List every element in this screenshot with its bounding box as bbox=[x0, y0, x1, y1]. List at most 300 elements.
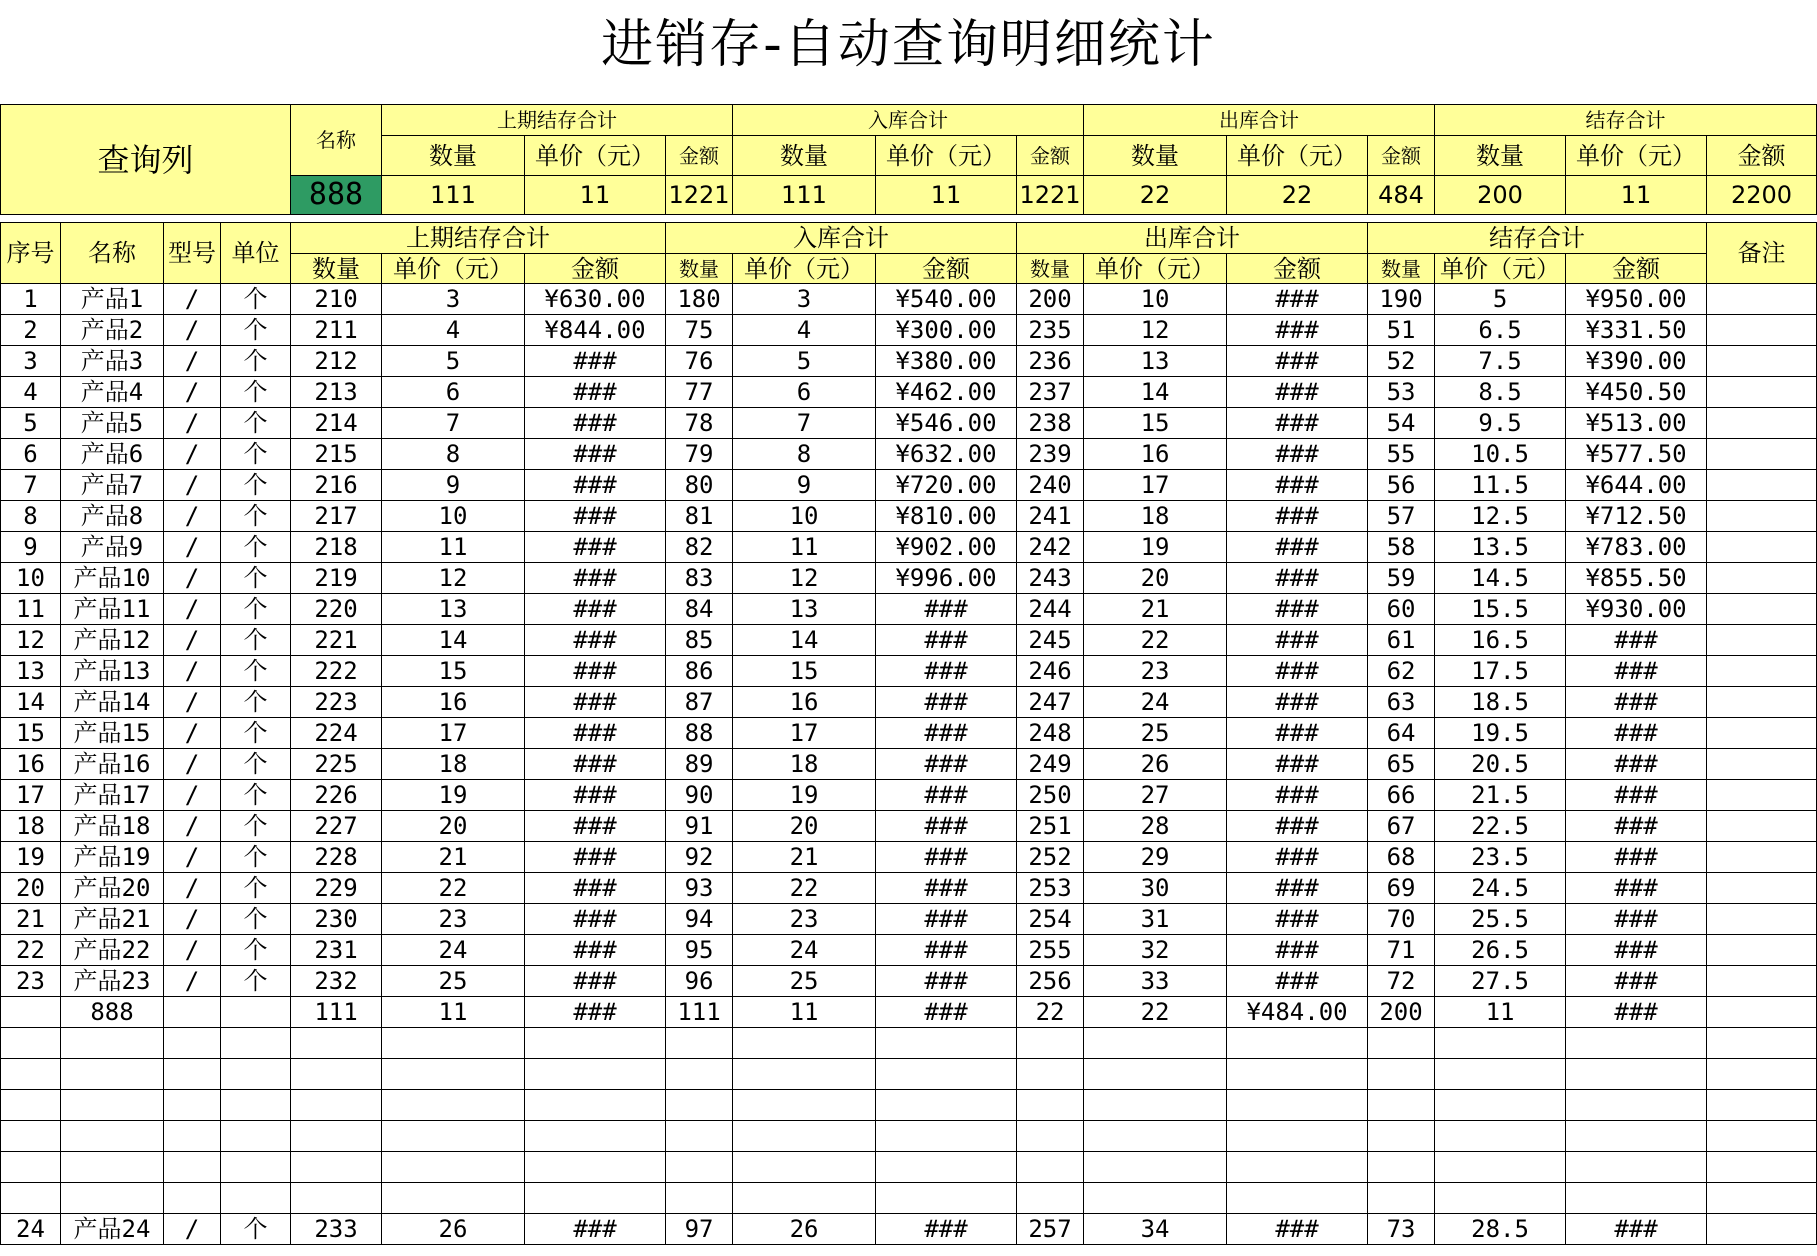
cell-prev-amount[interactable]: ### bbox=[525, 904, 666, 935]
cell-out-price[interactable]: 26 bbox=[1084, 749, 1227, 780]
cell-in-amount[interactable]: ### bbox=[876, 842, 1017, 873]
cell-out-amount[interactable]: ### bbox=[1227, 439, 1368, 470]
cell-prev-price[interactable] bbox=[382, 1152, 525, 1183]
cell-model[interactable]: / bbox=[164, 594, 221, 625]
cell-seq[interactable]: 19 bbox=[1, 842, 61, 873]
cell-stock-qty[interactable]: 190 bbox=[1368, 284, 1435, 315]
cell-in-qty[interactable]: 85 bbox=[666, 625, 733, 656]
cell-in-qty[interactable]: 94 bbox=[666, 904, 733, 935]
cell-remark[interactable] bbox=[1707, 718, 1817, 749]
cell-in-price[interactable]: 15 bbox=[733, 656, 876, 687]
cell-stock-price[interactable]: 19.5 bbox=[1435, 718, 1566, 749]
cell-in-price[interactable] bbox=[733, 1028, 876, 1059]
cell-stock-price[interactable]: 11.5 bbox=[1435, 470, 1566, 501]
cell-stock-price[interactable]: 24.5 bbox=[1435, 873, 1566, 904]
cell-in-price[interactable]: 24 bbox=[733, 935, 876, 966]
cell-out-price[interactable]: 12 bbox=[1084, 315, 1227, 346]
cell-stock-amount[interactable] bbox=[1566, 1121, 1707, 1152]
cell-stock-price[interactable]: 21.5 bbox=[1435, 780, 1566, 811]
cell-prev-price[interactable]: 8 bbox=[382, 439, 525, 470]
cell-in-qty[interactable]: 111 bbox=[666, 997, 733, 1028]
cell-seq[interactable] bbox=[1, 1152, 61, 1183]
cell-remark[interactable] bbox=[1707, 997, 1817, 1028]
cell-prev-price[interactable]: 6 bbox=[382, 377, 525, 408]
cell-stock-amount[interactable]: ### bbox=[1566, 904, 1707, 935]
cell-name[interactable]: 888 bbox=[61, 997, 164, 1028]
cell-prev-price[interactable]: 10 bbox=[382, 501, 525, 532]
cell-stock-qty[interactable]: 64 bbox=[1368, 718, 1435, 749]
cell-prev-qty[interactable]: 217 bbox=[291, 501, 382, 532]
cell-in-amount[interactable]: ¥540.00 bbox=[876, 284, 1017, 315]
cell-model[interactable]: / bbox=[164, 935, 221, 966]
cell-out-amount[interactable]: ¥484.00 bbox=[1227, 997, 1368, 1028]
cell-name[interactable]: 产品13 bbox=[61, 656, 164, 687]
cell-prev-qty[interactable] bbox=[291, 1152, 382, 1183]
cell-stock-amount[interactable]: ### bbox=[1566, 935, 1707, 966]
cell-stock-price[interactable]: 8.5 bbox=[1435, 377, 1566, 408]
cell-in-qty[interactable] bbox=[666, 1152, 733, 1183]
cell-seq[interactable]: 10 bbox=[1, 563, 61, 594]
cell-in-price[interactable]: 6 bbox=[733, 377, 876, 408]
cell-prev-amount[interactable]: ### bbox=[525, 532, 666, 563]
cell-prev-amount[interactable]: ### bbox=[525, 501, 666, 532]
cell-seq[interactable]: 20 bbox=[1, 873, 61, 904]
cell-in-qty[interactable]: 79 bbox=[666, 439, 733, 470]
cell-prev-qty[interactable] bbox=[291, 1090, 382, 1121]
cell-out-qty[interactable]: 246 bbox=[1017, 656, 1084, 687]
cell-stock-qty[interactable] bbox=[1368, 1121, 1435, 1152]
cell-prev-qty[interactable] bbox=[291, 1028, 382, 1059]
cell-out-price[interactable]: 22 bbox=[1084, 997, 1227, 1028]
cell-out-qty[interactable]: 238 bbox=[1017, 408, 1084, 439]
cell-in-amount[interactable]: ¥632.00 bbox=[876, 439, 1017, 470]
cell-stock-amount[interactable] bbox=[1566, 1090, 1707, 1121]
cell-out-amount[interactable] bbox=[1227, 1090, 1368, 1121]
cell-out-amount[interactable]: ### bbox=[1227, 780, 1368, 811]
cell-name[interactable]: 产品17 bbox=[61, 780, 164, 811]
cell-seq[interactable]: 12 bbox=[1, 625, 61, 656]
cell-in-amount[interactable]: ### bbox=[876, 935, 1017, 966]
cell-stock-amount[interactable]: ¥644.00 bbox=[1566, 470, 1707, 501]
cell-out-qty[interactable]: 253 bbox=[1017, 873, 1084, 904]
cell-stock-qty[interactable]: 61 bbox=[1368, 625, 1435, 656]
cell-remark[interactable] bbox=[1707, 842, 1817, 873]
cell-prev-price[interactable]: 3 bbox=[382, 284, 525, 315]
cell-in-price[interactable] bbox=[733, 1059, 876, 1090]
cell-stock-amount[interactable] bbox=[1566, 1028, 1707, 1059]
cell-prev-amount[interactable] bbox=[525, 1121, 666, 1152]
cell-in-qty[interactable]: 91 bbox=[666, 811, 733, 842]
cell-unit[interactable]: 个 bbox=[221, 408, 291, 439]
cell-out-amount[interactable]: ### bbox=[1227, 532, 1368, 563]
cell-stock-amount[interactable]: ### bbox=[1566, 656, 1707, 687]
cell-in-price[interactable]: 7 bbox=[733, 408, 876, 439]
cell-prev-qty[interactable]: 222 bbox=[291, 656, 382, 687]
cell-out-price[interactable]: 14 bbox=[1084, 377, 1227, 408]
cell-unit[interactable]: 个 bbox=[221, 563, 291, 594]
cell-out-price[interactable]: 32 bbox=[1084, 935, 1227, 966]
cell-in-qty[interactable]: 180 bbox=[666, 284, 733, 315]
cell-out-price[interactable]: 10 bbox=[1084, 284, 1227, 315]
cell-seq[interactable]: 14 bbox=[1, 687, 61, 718]
cell-name[interactable]: 产品10 bbox=[61, 563, 164, 594]
cell-name[interactable]: 产品18 bbox=[61, 811, 164, 842]
cell-seq[interactable]: 8 bbox=[1, 501, 61, 532]
cell-out-qty[interactable]: 245 bbox=[1017, 625, 1084, 656]
cell-unit[interactable]: 个 bbox=[221, 1214, 291, 1245]
cell-out-amount[interactable]: ### bbox=[1227, 346, 1368, 377]
cell-prev-amount[interactable]: ### bbox=[525, 997, 666, 1028]
cell-in-amount[interactable] bbox=[876, 1152, 1017, 1183]
cell-remark[interactable] bbox=[1707, 1028, 1817, 1059]
cell-unit[interactable]: 个 bbox=[221, 656, 291, 687]
cell-stock-amount[interactable]: ¥331.50 bbox=[1566, 315, 1707, 346]
cell-stock-qty[interactable]: 73 bbox=[1368, 1214, 1435, 1245]
cell-model[interactable]: / bbox=[164, 284, 221, 315]
cell-remark[interactable] bbox=[1707, 904, 1817, 935]
cell-stock-qty[interactable]: 59 bbox=[1368, 563, 1435, 594]
cell-stock-price[interactable] bbox=[1435, 1183, 1566, 1214]
cell-in-amount[interactable]: ¥810.00 bbox=[876, 501, 1017, 532]
cell-in-amount[interactable] bbox=[876, 1059, 1017, 1090]
cell-remark[interactable] bbox=[1707, 315, 1817, 346]
cell-name[interactable]: 产品23 bbox=[61, 966, 164, 997]
cell-stock-price[interactable]: 26.5 bbox=[1435, 935, 1566, 966]
cell-prev-qty[interactable]: 233 bbox=[291, 1214, 382, 1245]
cell-model[interactable] bbox=[164, 1183, 221, 1214]
cell-in-amount[interactable]: ¥546.00 bbox=[876, 408, 1017, 439]
cell-in-qty[interactable]: 76 bbox=[666, 346, 733, 377]
cell-model[interactable]: / bbox=[164, 873, 221, 904]
cell-seq[interactable] bbox=[1, 1183, 61, 1214]
cell-out-price[interactable]: 18 bbox=[1084, 501, 1227, 532]
cell-model[interactable]: / bbox=[164, 625, 221, 656]
cell-unit[interactable]: 个 bbox=[221, 346, 291, 377]
cell-seq[interactable] bbox=[1, 1121, 61, 1152]
cell-in-qty[interactable]: 83 bbox=[666, 563, 733, 594]
cell-out-amount[interactable]: ### bbox=[1227, 842, 1368, 873]
cell-model[interactable]: / bbox=[164, 842, 221, 873]
cell-stock-price[interactable]: 14.5 bbox=[1435, 563, 1566, 594]
cell-stock-price[interactable]: 25.5 bbox=[1435, 904, 1566, 935]
cell-stock-price[interactable]: 7.5 bbox=[1435, 346, 1566, 377]
cell-out-qty[interactable]: 236 bbox=[1017, 346, 1084, 377]
cell-model[interactable] bbox=[164, 1028, 221, 1059]
cell-in-price[interactable]: 12 bbox=[733, 563, 876, 594]
cell-out-qty[interactable] bbox=[1017, 1090, 1084, 1121]
cell-stock-qty[interactable]: 62 bbox=[1368, 656, 1435, 687]
cell-model[interactable]: / bbox=[164, 780, 221, 811]
cell-stock-qty[interactable]: 71 bbox=[1368, 935, 1435, 966]
cell-prev-qty[interactable]: 211 bbox=[291, 315, 382, 346]
cell-stock-qty[interactable]: 200 bbox=[1368, 997, 1435, 1028]
cell-remark[interactable] bbox=[1707, 1183, 1817, 1214]
cell-stock-price[interactable]: 5 bbox=[1435, 284, 1566, 315]
cell-remark[interactable] bbox=[1707, 439, 1817, 470]
cell-name[interactable] bbox=[61, 1059, 164, 1090]
cell-name[interactable]: 产品24 bbox=[61, 1214, 164, 1245]
cell-stock-price[interactable]: 10.5 bbox=[1435, 439, 1566, 470]
cell-remark[interactable] bbox=[1707, 1090, 1817, 1121]
cell-in-qty[interactable]: 80 bbox=[666, 470, 733, 501]
cell-out-amount[interactable]: ### bbox=[1227, 904, 1368, 935]
cell-in-amount[interactable] bbox=[876, 1090, 1017, 1121]
cell-model[interactable]: / bbox=[164, 501, 221, 532]
cell-model[interactable]: / bbox=[164, 470, 221, 501]
cell-in-amount[interactable]: ### bbox=[876, 718, 1017, 749]
cell-out-qty[interactable]: 254 bbox=[1017, 904, 1084, 935]
cell-prev-amount[interactable] bbox=[525, 1183, 666, 1214]
cell-unit[interactable] bbox=[221, 1028, 291, 1059]
cell-out-amount[interactable]: ### bbox=[1227, 625, 1368, 656]
cell-model[interactable]: / bbox=[164, 377, 221, 408]
cell-out-price[interactable]: 33 bbox=[1084, 966, 1227, 997]
cell-in-qty[interactable]: 77 bbox=[666, 377, 733, 408]
cell-in-qty[interactable]: 89 bbox=[666, 749, 733, 780]
cell-prev-amount[interactable]: ### bbox=[525, 842, 666, 873]
cell-prev-price[interactable]: 11 bbox=[382, 997, 525, 1028]
cell-out-amount[interactable]: ### bbox=[1227, 501, 1368, 532]
cell-prev-price[interactable]: 9 bbox=[382, 470, 525, 501]
cell-stock-qty[interactable] bbox=[1368, 1028, 1435, 1059]
cell-stock-price[interactable]: 20.5 bbox=[1435, 749, 1566, 780]
cell-in-amount[interactable]: ### bbox=[876, 656, 1017, 687]
cell-out-amount[interactable]: ### bbox=[1227, 563, 1368, 594]
cell-unit[interactable]: 个 bbox=[221, 749, 291, 780]
cell-in-amount[interactable] bbox=[876, 1028, 1017, 1059]
cell-in-price[interactable]: 23 bbox=[733, 904, 876, 935]
cell-name[interactable]: 产品20 bbox=[61, 873, 164, 904]
cell-unit[interactable]: 个 bbox=[221, 718, 291, 749]
cell-prev-qty[interactable]: 111 bbox=[291, 997, 382, 1028]
cell-seq[interactable]: 15 bbox=[1, 718, 61, 749]
cell-stock-amount[interactable]: ### bbox=[1566, 997, 1707, 1028]
cell-model[interactable]: / bbox=[164, 346, 221, 377]
cell-out-qty[interactable]: 242 bbox=[1017, 532, 1084, 563]
cell-stock-amount[interactable]: ### bbox=[1566, 625, 1707, 656]
cell-stock-amount[interactable]: ### bbox=[1566, 1214, 1707, 1245]
cell-stock-qty[interactable]: 70 bbox=[1368, 904, 1435, 935]
cell-prev-qty[interactable]: 224 bbox=[291, 718, 382, 749]
cell-remark[interactable] bbox=[1707, 346, 1817, 377]
cell-prev-amount[interactable] bbox=[525, 1028, 666, 1059]
cell-seq[interactable]: 13 bbox=[1, 656, 61, 687]
cell-seq[interactable]: 6 bbox=[1, 439, 61, 470]
cell-in-price[interactable]: 5 bbox=[733, 346, 876, 377]
cell-prev-qty[interactable]: 227 bbox=[291, 811, 382, 842]
cell-prev-price[interactable]: 24 bbox=[382, 935, 525, 966]
cell-out-price[interactable]: 17 bbox=[1084, 470, 1227, 501]
cell-prev-price[interactable]: 16 bbox=[382, 687, 525, 718]
cell-prev-price[interactable]: 7 bbox=[382, 408, 525, 439]
cell-stock-amount[interactable]: ### bbox=[1566, 780, 1707, 811]
cell-in-amount[interactable]: ### bbox=[876, 904, 1017, 935]
cell-in-amount[interactable]: ### bbox=[876, 594, 1017, 625]
cell-stock-amount[interactable]: ¥712.50 bbox=[1566, 501, 1707, 532]
cell-in-amount[interactable]: ¥462.00 bbox=[876, 377, 1017, 408]
cell-unit[interactable]: 个 bbox=[221, 501, 291, 532]
cell-stock-amount[interactable]: ¥930.00 bbox=[1566, 594, 1707, 625]
cell-seq[interactable] bbox=[1, 1059, 61, 1090]
cell-out-price[interactable] bbox=[1084, 1090, 1227, 1121]
cell-stock-amount[interactable]: ¥950.00 bbox=[1566, 284, 1707, 315]
cell-stock-qty[interactable]: 51 bbox=[1368, 315, 1435, 346]
cell-seq[interactable]: 9 bbox=[1, 532, 61, 563]
cell-prev-price[interactable]: 18 bbox=[382, 749, 525, 780]
cell-prev-amount[interactable] bbox=[525, 1059, 666, 1090]
cell-seq[interactable]: 7 bbox=[1, 470, 61, 501]
cell-seq[interactable]: 21 bbox=[1, 904, 61, 935]
cell-prev-price[interactable]: 19 bbox=[382, 780, 525, 811]
cell-out-amount[interactable]: ### bbox=[1227, 873, 1368, 904]
cell-in-qty[interactable]: 84 bbox=[666, 594, 733, 625]
cell-out-qty[interactable]: 252 bbox=[1017, 842, 1084, 873]
cell-name[interactable] bbox=[61, 1090, 164, 1121]
cell-out-amount[interactable]: ### bbox=[1227, 966, 1368, 997]
cell-out-price[interactable]: 13 bbox=[1084, 346, 1227, 377]
cell-out-price[interactable] bbox=[1084, 1121, 1227, 1152]
cell-prev-qty[interactable]: 215 bbox=[291, 439, 382, 470]
cell-out-price[interactable]: 27 bbox=[1084, 780, 1227, 811]
cell-in-qty[interactable]: 78 bbox=[666, 408, 733, 439]
cell-name[interactable]: 产品6 bbox=[61, 439, 164, 470]
cell-in-qty[interactable] bbox=[666, 1121, 733, 1152]
cell-out-qty[interactable]: 250 bbox=[1017, 780, 1084, 811]
cell-name[interactable]: 产品7 bbox=[61, 470, 164, 501]
cell-model[interactable]: / bbox=[164, 687, 221, 718]
cell-out-qty[interactable]: 239 bbox=[1017, 439, 1084, 470]
cell-out-price[interactable]: 19 bbox=[1084, 532, 1227, 563]
cell-prev-qty[interactable]: 212 bbox=[291, 346, 382, 377]
cell-out-qty[interactable]: 237 bbox=[1017, 377, 1084, 408]
cell-prev-qty[interactable]: 228 bbox=[291, 842, 382, 873]
cell-stock-price[interactable] bbox=[1435, 1152, 1566, 1183]
cell-remark[interactable] bbox=[1707, 1152, 1817, 1183]
cell-seq[interactable]: 1 bbox=[1, 284, 61, 315]
cell-prev-price[interactable] bbox=[382, 1028, 525, 1059]
cell-unit[interactable]: 个 bbox=[221, 625, 291, 656]
cell-prev-qty[interactable]: 218 bbox=[291, 532, 382, 563]
cell-name[interactable] bbox=[61, 1183, 164, 1214]
cell-out-price[interactable]: 25 bbox=[1084, 718, 1227, 749]
cell-in-price[interactable]: 10 bbox=[733, 501, 876, 532]
cell-prev-amount[interactable]: ### bbox=[525, 656, 666, 687]
cell-in-qty[interactable]: 75 bbox=[666, 315, 733, 346]
cell-out-qty[interactable] bbox=[1017, 1028, 1084, 1059]
cell-out-qty[interactable]: 255 bbox=[1017, 935, 1084, 966]
cell-seq[interactable]: 16 bbox=[1, 749, 61, 780]
cell-unit[interactable]: 个 bbox=[221, 439, 291, 470]
cell-out-qty[interactable]: 240 bbox=[1017, 470, 1084, 501]
cell-name[interactable]: 产品22 bbox=[61, 935, 164, 966]
cell-out-price[interactable]: 24 bbox=[1084, 687, 1227, 718]
cell-in-amount[interactable]: ### bbox=[876, 997, 1017, 1028]
cell-stock-price[interactable]: 28.5 bbox=[1435, 1214, 1566, 1245]
cell-prev-amount[interactable]: ### bbox=[525, 687, 666, 718]
cell-unit[interactable]: 个 bbox=[221, 873, 291, 904]
cell-in-amount[interactable]: ### bbox=[876, 1214, 1017, 1245]
cell-prev-amount[interactable]: ### bbox=[525, 780, 666, 811]
cell-prev-amount[interactable]: ### bbox=[525, 873, 666, 904]
cell-prev-qty[interactable]: 214 bbox=[291, 408, 382, 439]
cell-stock-price[interactable]: 22.5 bbox=[1435, 811, 1566, 842]
cell-in-qty[interactable] bbox=[666, 1028, 733, 1059]
cell-in-price[interactable]: 4 bbox=[733, 315, 876, 346]
cell-stock-price[interactable]: 13.5 bbox=[1435, 532, 1566, 563]
cell-out-amount[interactable]: ### bbox=[1227, 594, 1368, 625]
cell-out-qty[interactable]: 244 bbox=[1017, 594, 1084, 625]
cell-out-amount[interactable]: ### bbox=[1227, 687, 1368, 718]
cell-in-amount[interactable]: ### bbox=[876, 625, 1017, 656]
cell-stock-qty[interactable] bbox=[1368, 1183, 1435, 1214]
cell-model[interactable]: / bbox=[164, 532, 221, 563]
cell-seq[interactable]: 17 bbox=[1, 780, 61, 811]
cell-out-qty[interactable]: 22 bbox=[1017, 997, 1084, 1028]
cell-in-qty[interactable]: 81 bbox=[666, 501, 733, 532]
cell-remark[interactable] bbox=[1707, 811, 1817, 842]
cell-prev-qty[interactable]: 213 bbox=[291, 377, 382, 408]
cell-out-price[interactable]: 34 bbox=[1084, 1214, 1227, 1245]
cell-out-qty[interactable] bbox=[1017, 1183, 1084, 1214]
cell-remark[interactable] bbox=[1707, 284, 1817, 315]
cell-in-amount[interactable]: ### bbox=[876, 811, 1017, 842]
cell-unit[interactable]: 个 bbox=[221, 687, 291, 718]
cell-prev-price[interactable]: 23 bbox=[382, 904, 525, 935]
cell-seq[interactable]: 11 bbox=[1, 594, 61, 625]
cell-unit[interactable]: 个 bbox=[221, 842, 291, 873]
cell-model[interactable] bbox=[164, 1059, 221, 1090]
cell-stock-amount[interactable]: ¥450.50 bbox=[1566, 377, 1707, 408]
cell-in-price[interactable] bbox=[733, 1121, 876, 1152]
cell-model[interactable]: / bbox=[164, 563, 221, 594]
cell-prev-amount[interactable]: ### bbox=[525, 346, 666, 377]
cell-prev-amount[interactable]: ### bbox=[525, 408, 666, 439]
cell-unit[interactable]: 个 bbox=[221, 935, 291, 966]
cell-prev-amount[interactable]: ### bbox=[525, 718, 666, 749]
cell-out-price[interactable]: 31 bbox=[1084, 904, 1227, 935]
cell-prev-qty[interactable] bbox=[291, 1059, 382, 1090]
cell-prev-price[interactable]: 15 bbox=[382, 656, 525, 687]
cell-prev-qty[interactable]: 230 bbox=[291, 904, 382, 935]
cell-stock-price[interactable]: 6.5 bbox=[1435, 315, 1566, 346]
cell-stock-amount[interactable]: ### bbox=[1566, 718, 1707, 749]
cell-name[interactable]: 产品16 bbox=[61, 749, 164, 780]
cell-model[interactable]: / bbox=[164, 315, 221, 346]
cell-prev-qty[interactable]: 229 bbox=[291, 873, 382, 904]
cell-prev-amount[interactable]: ### bbox=[525, 966, 666, 997]
cell-stock-qty[interactable]: 67 bbox=[1368, 811, 1435, 842]
cell-unit[interactable]: 个 bbox=[221, 594, 291, 625]
cell-stock-amount[interactable]: ¥855.50 bbox=[1566, 563, 1707, 594]
cell-stock-amount[interactable] bbox=[1566, 1059, 1707, 1090]
cell-in-qty[interactable] bbox=[666, 1183, 733, 1214]
cell-stock-price[interactable]: 23.5 bbox=[1435, 842, 1566, 873]
cell-prev-price[interactable]: 13 bbox=[382, 594, 525, 625]
cell-name[interactable]: 产品21 bbox=[61, 904, 164, 935]
cell-model[interactable]: / bbox=[164, 749, 221, 780]
cell-prev-qty[interactable]: 232 bbox=[291, 966, 382, 997]
cell-remark[interactable] bbox=[1707, 625, 1817, 656]
cell-prev-price[interactable]: 25 bbox=[382, 966, 525, 997]
cell-out-price[interactable]: 30 bbox=[1084, 873, 1227, 904]
cell-in-qty[interactable]: 93 bbox=[666, 873, 733, 904]
cell-stock-price[interactable]: 16.5 bbox=[1435, 625, 1566, 656]
cell-unit[interactable]: 个 bbox=[221, 904, 291, 935]
cell-prev-amount[interactable]: ### bbox=[525, 749, 666, 780]
cell-in-qty[interactable]: 92 bbox=[666, 842, 733, 873]
cell-out-amount[interactable]: ### bbox=[1227, 656, 1368, 687]
cell-in-price[interactable]: 26 bbox=[733, 1214, 876, 1245]
